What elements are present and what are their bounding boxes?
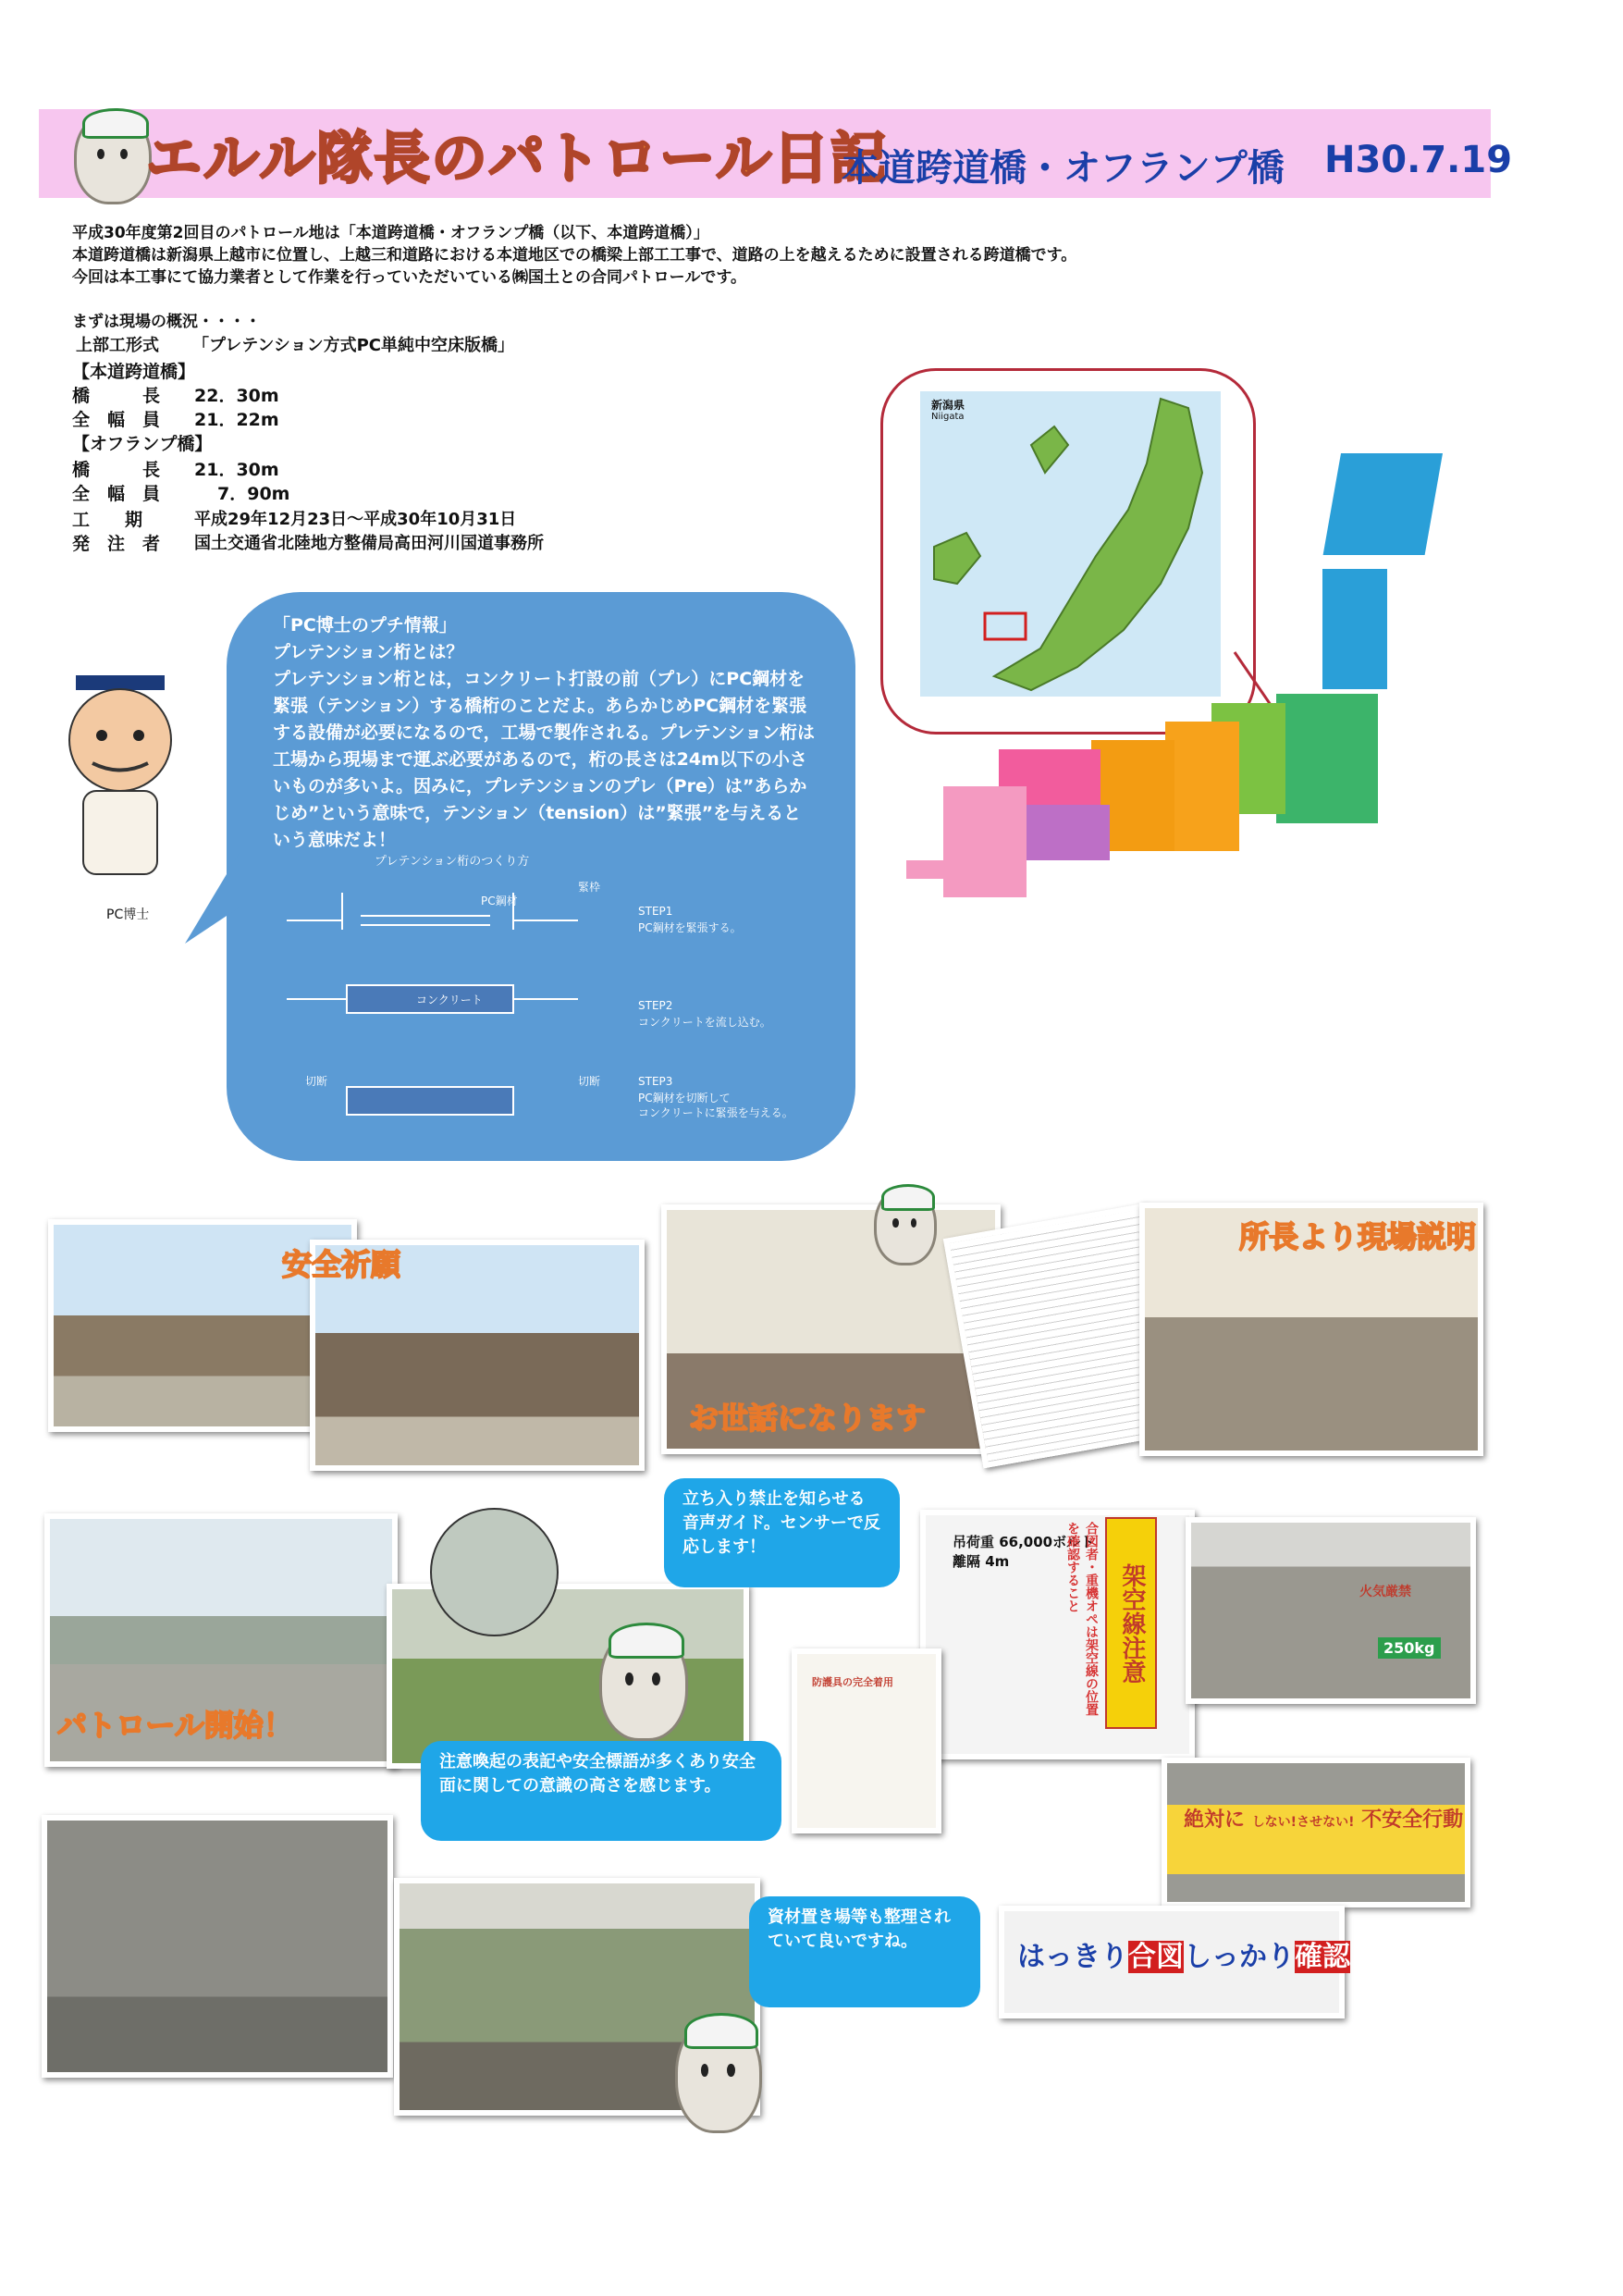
diagram-title: プレテンション桁のつくり方 bbox=[375, 855, 530, 869]
bridge2-width: 7．90m bbox=[217, 484, 290, 504]
step1-title: STEP1 bbox=[638, 905, 673, 918]
step2-title: STEP2 bbox=[638, 999, 673, 1012]
bridge1-length: 22．30m bbox=[194, 386, 279, 406]
mascot-greeting bbox=[874, 1186, 937, 1265]
bridge1-width: 21．22m bbox=[194, 410, 279, 430]
map-inset-sub: Niigata bbox=[931, 412, 965, 422]
period-value: 平成29年12月23日～平成30年10月31日 bbox=[194, 510, 517, 529]
pc-info-question: プレテンション桁とは？ bbox=[273, 642, 464, 662]
caption-patrol: パトロール開始！ bbox=[57, 1708, 293, 1743]
slogan-1-c: 不安全行動 bbox=[1361, 1808, 1464, 1832]
japan-map-image bbox=[888, 453, 1480, 916]
page-date: H30.7.19 bbox=[1324, 139, 1513, 181]
step2-text: コンクリートを流し込む。 bbox=[638, 1016, 771, 1029]
bridge2-length: 21．30m bbox=[194, 460, 279, 480]
note-voice-guide: 立ち入り禁止を知らせる音声ガイド。センサーで反応します！ bbox=[664, 1478, 900, 1587]
pc-bubble-tail bbox=[185, 851, 240, 953]
note-awareness: 注意喚起の表記や安全標語が多くあり安全面に関しての意識の高さを感じます。 bbox=[421, 1741, 781, 1841]
note-storage: 資材置き場等も整理されていて良いですね。 bbox=[749, 1896, 980, 2007]
intro-line-2: 本道跨道橋は新潟県上越市に位置し、上越三和道路における本道地区での橋梁上部工工事で、道路の上を越えるために設置される跨道橋です。 bbox=[72, 246, 1077, 265]
step3-title: STEP3 bbox=[638, 1075, 673, 1088]
overhead-wire-sub: 合図者・重機オペは架空線の位置を確認すること bbox=[1065, 1522, 1099, 1716]
crane-sign-voltage: 吊荷重 66,000ボルト bbox=[953, 1534, 1095, 1550]
map-inset-title: 新潟県 bbox=[931, 399, 965, 412]
overhead-wire-sign: 架空線注意 bbox=[1105, 1517, 1157, 1729]
step3-text-1: PC鋼材を切断して bbox=[638, 1092, 731, 1105]
diagram-label-abut: 緊枠 bbox=[578, 881, 601, 894]
pc-doctor-image bbox=[55, 675, 185, 879]
mascot-voice-guide bbox=[599, 1626, 688, 1741]
crane-sign-distance: 離隔 4m bbox=[953, 1553, 1010, 1570]
diagram-label-concrete: コンクリート bbox=[416, 994, 483, 1006]
pc-info-text bbox=[273, 612, 818, 854]
slogan-2-d: 確認 bbox=[1295, 1941, 1350, 1973]
caption-prayer: 安全祈願 bbox=[282, 1247, 401, 1282]
caption-greeting: お世話になります bbox=[689, 1401, 927, 1436]
bridge2-length-label: 橋 長 bbox=[72, 460, 161, 480]
pc-info-title: 「PC博士のプチ情報」 bbox=[273, 615, 457, 636]
structure-label: 上部工形式 bbox=[76, 336, 159, 355]
slogan-2 bbox=[1017, 1933, 1350, 1974]
bridge1-width-label: 全 幅 員 bbox=[72, 410, 161, 430]
bridge1-title: 【本道跨道橋】 bbox=[72, 362, 196, 382]
intro-line-3: 今回は本工事にて協力業者として作業を行っていただいている㈱国土との合同パトロールです。 bbox=[72, 268, 746, 287]
slogan-1-a: 絶対に bbox=[1184, 1808, 1246, 1832]
captain-mascot-image bbox=[74, 111, 152, 204]
diagram-label-cut-left: 切断 bbox=[305, 1075, 328, 1088]
pretension-diagram bbox=[268, 879, 638, 1138]
slogan-2-a: はっきり bbox=[1017, 1941, 1128, 1973]
bridge1-length-label: 橋 長 bbox=[72, 386, 161, 406]
diagram-label-pc: PC鋼材 bbox=[481, 895, 518, 907]
client-value: 国土交通省北陸地方整備局高田河川国道事務所 bbox=[194, 534, 544, 553]
photo-slogan-banner-1 bbox=[1162, 1758, 1470, 1907]
diagram-label-cut-right: 切断 bbox=[578, 1075, 601, 1088]
ppe-sign-title: 防護具の完全着用 bbox=[812, 1676, 893, 1688]
step1-text: PC鋼材を緊張する。 bbox=[638, 921, 742, 934]
spec-heading: まずは現場の概況・・・・ bbox=[72, 313, 261, 331]
slogan-1-b: しない!させない! bbox=[1251, 1815, 1355, 1830]
photo-cable-storage bbox=[42, 1815, 393, 2078]
bridge2-width-label: 全 幅 員 bbox=[72, 484, 161, 504]
weight-sign: 250kg bbox=[1378, 1637, 1441, 1659]
page-title: エルル隊長のパトロール日記 bbox=[146, 127, 889, 191]
structure-value: 「プレテンション方式PC単純中空床版橋」 bbox=[192, 336, 514, 355]
client-label: 発 注 者 bbox=[72, 534, 161, 554]
slogan-2-c: しっかり bbox=[1184, 1941, 1295, 1973]
bridge2-title: 【オフランプ橋】 bbox=[72, 434, 213, 454]
photo-fire-weight-signs bbox=[1186, 1517, 1476, 1704]
period-label: 工 期 bbox=[72, 510, 143, 530]
intro-line-1: 平成30年度第2回目のパトロール地は「本道跨道橋・オフランプ橋（以下、本道跨道橋）」 bbox=[72, 224, 709, 242]
photo-voice-guide-zoom bbox=[430, 1508, 559, 1636]
mascot-storage bbox=[675, 2017, 762, 2133]
slogan-2-b: 合図 bbox=[1128, 1941, 1184, 1973]
pc-doctor-label: PC博士 bbox=[106, 907, 150, 922]
step3-text-2: コンクリートに緊張を与える。 bbox=[638, 1106, 793, 1119]
slogan-1 bbox=[1184, 1804, 1463, 1833]
page-subtitle: 本道跨道橋・オフランプ橋 bbox=[842, 147, 1285, 190]
pc-info-body: プレテンション桁とは，コンクリート打設の前（プレ）にPC鋼材を緊張（テンション）する橋桁のことだよ。あらかじめPC鋼材を緊張する設備が必要になるので，工場で製作される。プレテンション桁は工場から現場まで運ぶ必要があるので，桁の長さは24m以下の小さいものが多いよ。因みに，プレテンションのプレ（Pre）は”あらかじめ”という意味で，テンション（tension）は”緊張”を与えるという意味だよ！ bbox=[273, 669, 816, 850]
fire-sign: 火気厳禁 bbox=[1359, 1585, 1411, 1599]
caption-explain: 所長より現場説明 bbox=[1239, 1219, 1477, 1254]
